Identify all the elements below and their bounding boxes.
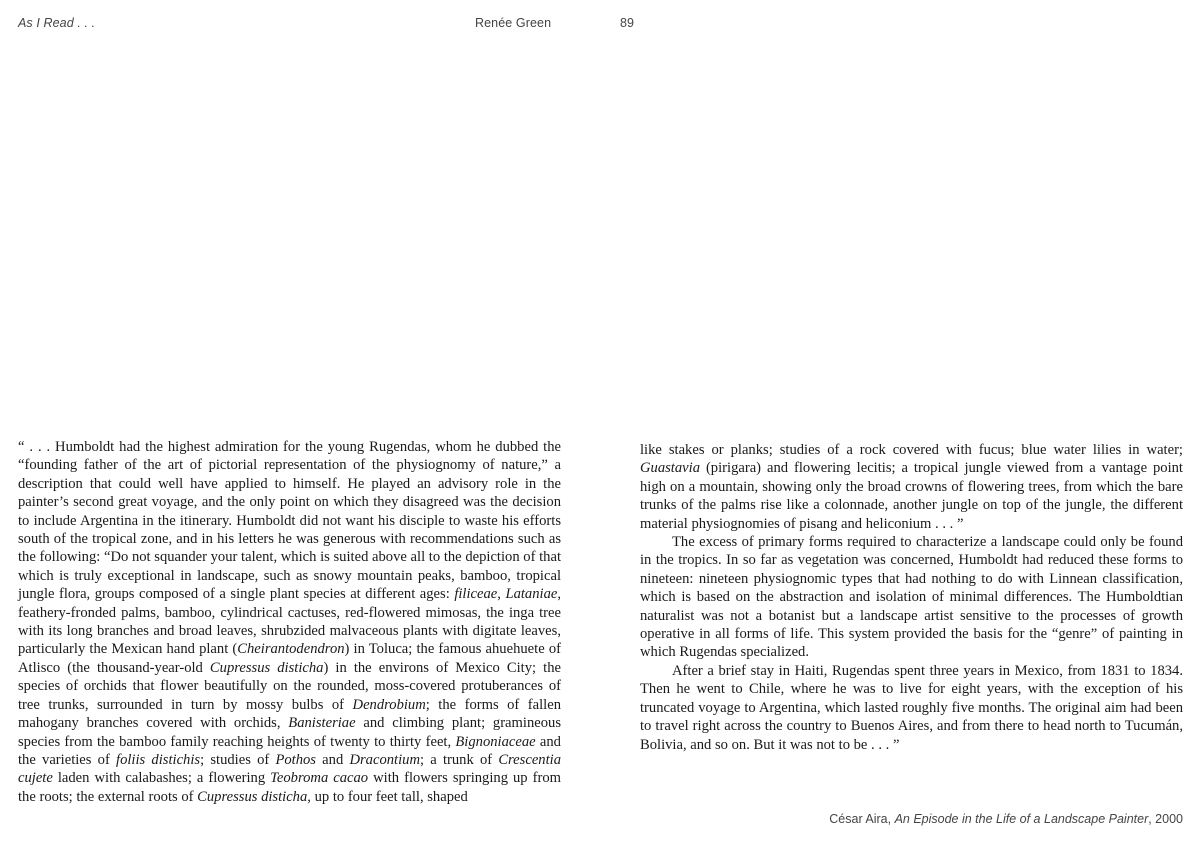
text-run: ) in Toluca; the famous ahuehuete of Atlisco (the thousand-year-old xyxy=(18,641,561,676)
italic-term: Cupressus disticha xyxy=(209,659,324,676)
text-run: and xyxy=(315,751,350,768)
caption-title: An Episode in the Life of a Landscape Painter xyxy=(894,812,1149,826)
running-author: Renée Green xyxy=(475,16,552,30)
text-run: , xyxy=(497,586,506,603)
running-title: As I Read . . . xyxy=(18,16,96,30)
text-run: and climbing plant; gramineous species from the bamboo family reaching heights of twenty to thirty feet, xyxy=(18,715,561,750)
caption-author: César Aira, xyxy=(829,812,895,826)
page-number: 89 xyxy=(620,16,635,30)
italic-term: filiceae xyxy=(454,586,498,603)
italic-term: Dracontium xyxy=(349,751,421,768)
text-run: and the varieties of xyxy=(18,733,561,768)
caption-year: , 2000 xyxy=(1148,812,1183,826)
text-run: ; studies of xyxy=(200,751,276,768)
quote-paragraph-continued xyxy=(640,441,1183,533)
text-run: (pirigara) and flowering lecitis; a tropical jungle viewed from a vantage point high on a mountain, showing only the broad crowns of flowering trees, from which the bare trunks of the palms rise like a colonnade, another jungle on top of the jungle, the different material physiognomies of pisang and heliconium . . . ” xyxy=(640,460,1183,532)
text-run: , up to four feet tall, shaped xyxy=(307,788,468,805)
right-column xyxy=(640,441,1183,754)
italic-term: Cupressus disticha xyxy=(197,788,308,805)
quote-paragraph-2: The excess of primary forms required to characterize a landscape could only be found in the tropics. In so far as vegetation was concerned, Humboldt had reduced these forms to nineteen: nineteen physiognomic types that had nothing to do with Linnean classification, which is based on the abstraction and isolation of minimal differences. The Humboldtian naturalist was not a botanist but a landscape artist sensitive to the processes of growth operative in all forms of life. This system provided the basis for the “genre” of painting in which Rugendas specialized. xyxy=(640,534,1183,661)
text-run: with flowers springing up from the roots; the external roots of xyxy=(18,770,561,805)
source-caption xyxy=(829,812,1183,826)
italic-term: Cheirantodendron xyxy=(237,641,345,658)
italic-term: foliis distichis xyxy=(116,751,201,768)
italic-term: Dendrobium xyxy=(352,696,426,713)
text-run: ; a trunk of xyxy=(420,751,499,768)
text-run: “ . . . Humboldt had the highest admiration for the young Rugendas, whom he dubbed the “founding father of the art of pictorial representation of the physiognomy of nature,” a description that could well have applied to himself. He played an advisory role in the painter’s second great voyage, and the only point on which they disagreed was the decision to include Argentina in the itinerary. Humboldt did not want his disciple to waste his efforts south of the tropical zone, and in his letters he was generous with recommendations such as the following: “Do not squander your talent, which is suited above all to the depiction of that which is truly exceptional in landscape, such as snowy mountain peaks, bamboo, tropical jungle flora, groups composed of a single plant species at different ages: xyxy=(18,439,561,603)
italic-term: Lataniae xyxy=(505,586,558,603)
italic-term: Guastavia xyxy=(640,460,700,477)
text-run: laden with calabashes; a flowering xyxy=(52,770,271,787)
text-run: , feathery-fronded palms, bamboo, cylindrical cactuses, red-flowered mimosas, the inga tree with its long branches and broad leaves, shrubzided malvaceous plants with digitate leaves, particularly the Mexican hand plant ( xyxy=(18,586,561,658)
quote-paragraph-1 xyxy=(18,438,561,806)
text-run: ; the forms of fallen mahogany branches covered with orchids, xyxy=(18,696,561,732)
left-column xyxy=(18,438,561,806)
italic-term: Banisteriae xyxy=(288,715,356,732)
italic-term: Bignoniaceae xyxy=(455,733,536,750)
italic-term: Teobroma cacao xyxy=(270,770,369,787)
italic-term: Pothos xyxy=(275,751,316,768)
italic-term: Crescentia cujete xyxy=(18,751,561,787)
quote-paragraph-3: After a brief stay in Haiti, Rugendas spent three years in Mexico, from 1831 to 1834. Then he went to Chile, where he was to live for eight years, with the exception of his truncated voyage to Argentina, which lasted roughly five months. The original aim had been to travel right across the country to Buenos Aires, and from there to head north to Tucumán, Bolivia, and so on. But it was not to be . . . ” xyxy=(640,662,1183,753)
text-run: ) in the environs of Mexico City; the species of orchids that flower beautifully on the rounded, moss-covered protuberances of tree trunks, surrounded in turn by mossy bulbs of xyxy=(18,659,561,713)
text-run: like stakes or planks; studies of a rock covered with fucus; blue water lilies in water; xyxy=(640,442,1183,458)
